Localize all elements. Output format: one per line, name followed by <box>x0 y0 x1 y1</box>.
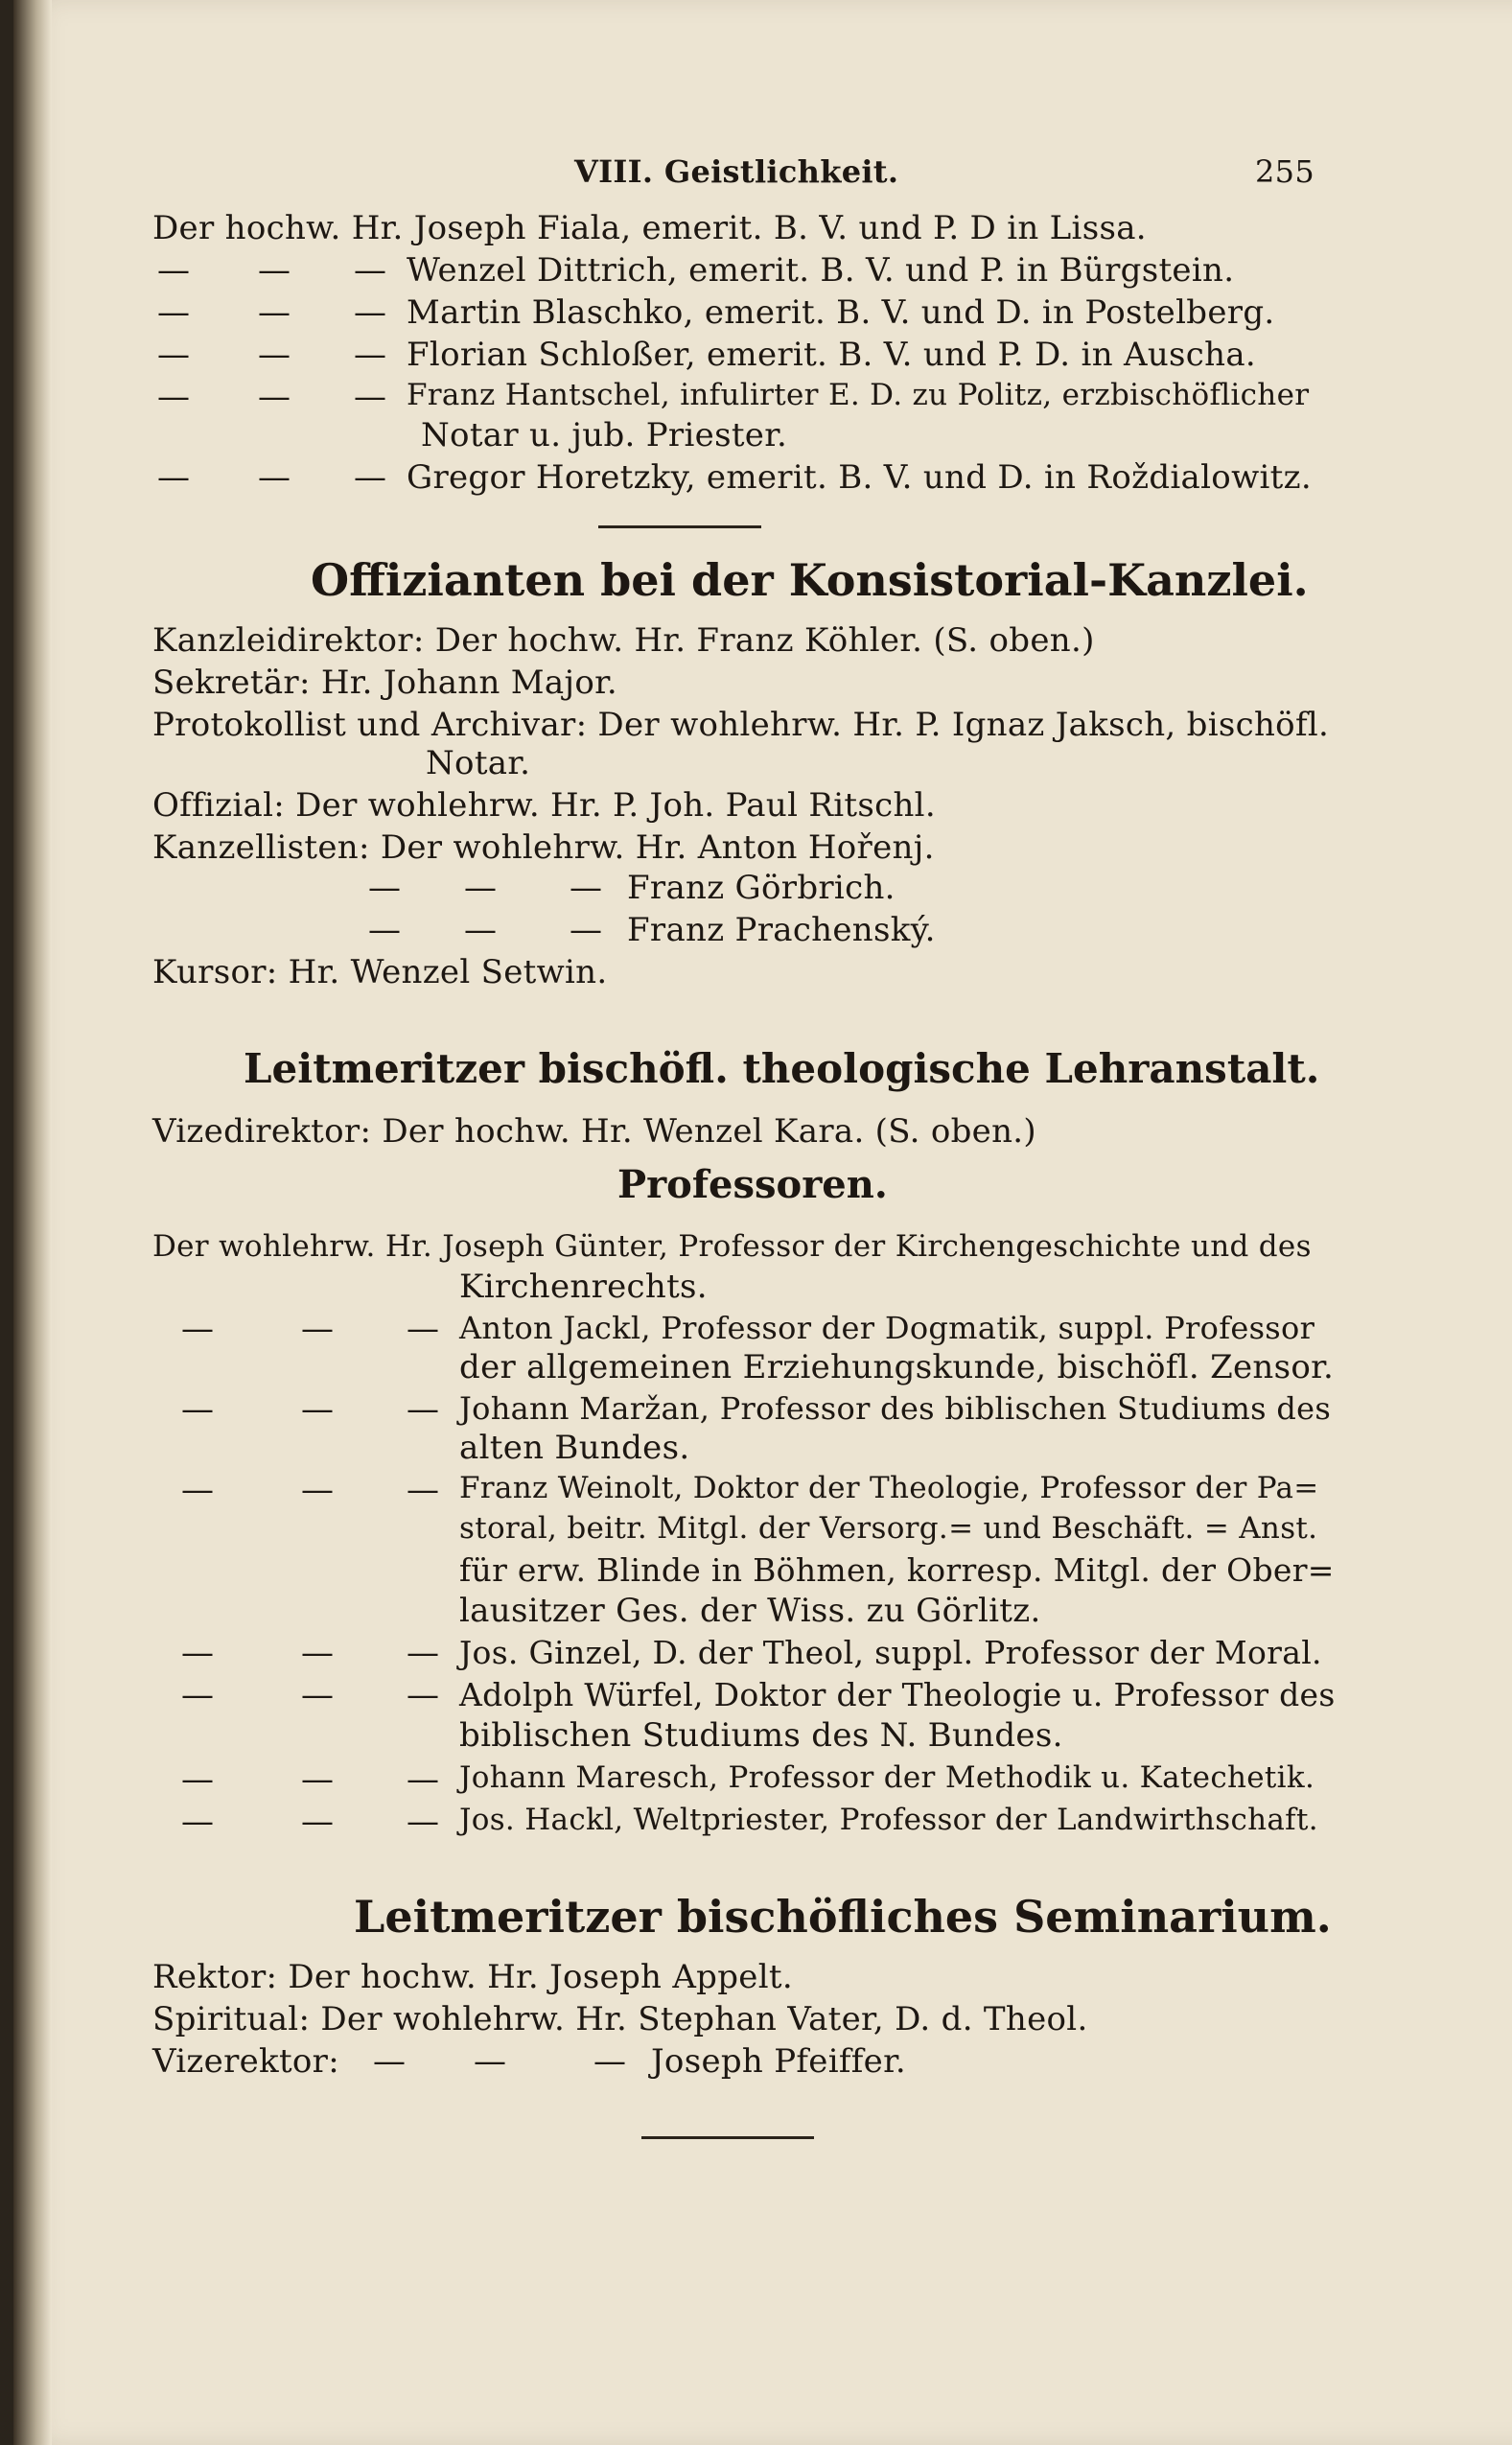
dash: — <box>157 458 190 497</box>
clergy-line: Gregor Horetzky, emerit. B. V. und D. in Roždialowitz. <box>407 458 1312 497</box>
divider <box>641 2136 814 2139</box>
dash: — <box>301 1676 334 1714</box>
professor-line: Johann Maresch, Professor der Methodik u. Katechetik. <box>459 1760 1315 1795</box>
dash: — <box>181 1634 214 1672</box>
page-number: 255 <box>1255 153 1314 190</box>
dash: — <box>570 869 602 907</box>
book-page <box>13 0 1512 2445</box>
professor-line: alten Bundes. <box>459 1429 690 1467</box>
running-header: VIII. Geistlichkeit. <box>574 153 899 190</box>
entry-line: Vizerektor: <box>152 2042 339 2081</box>
dash: — <box>368 911 401 949</box>
clergy-line: Der hochw. Hr. Joseph Fiala, emerit. B. V. und P. D in Lissa. <box>152 209 1147 247</box>
professor-line: Kirchenrechts. <box>459 1268 708 1306</box>
entry-line: Kanzellisten: Der wohlehrw. Hr. Anton Hořenj. <box>152 828 935 867</box>
dash: — <box>407 1676 439 1714</box>
entry-line: Offizial: Der wohlehrw. Hr. P. Joh. Paul Ritschl. <box>152 786 936 825</box>
entry-line: Kanzleidirektor: Der hochw. Hr. Franz Köhler. (S. oben.) <box>152 621 1095 660</box>
section-heading: Offizianten bei der Konsistorial-Kanzlei. <box>311 554 1309 606</box>
professor-line: Johann Maržan, Professor des biblischen Studiums des <box>459 1390 1332 1427</box>
professor-line: für erw. Blinde in Böhmen, korresp. Mitgl. der Ober= <box>459 1551 1335 1589</box>
professor-line: storal, beitr. Mitgl. der Versorg.= und Beschäft. = Anst. <box>459 1511 1318 1546</box>
professor-line: Adolph Würfel, Doktor der Theologie u. Professor des <box>459 1676 1336 1713</box>
professor-line: Der wohlehrw. Hr. Joseph Günter, Professor der Kirchengeschichte und des <box>152 1229 1312 1264</box>
entry-line: Franz Görbrich. <box>627 869 896 907</box>
page-gutter <box>13 0 52 2445</box>
dash: — <box>354 293 386 332</box>
dash: — <box>157 378 190 416</box>
dash: — <box>301 1310 334 1348</box>
dash: — <box>464 869 497 907</box>
dash: — <box>407 1390 439 1429</box>
section-heading: Leitmeritzer bischöfl. theologische Lehranstalt. <box>244 1045 1320 1092</box>
dash: — <box>407 1310 439 1348</box>
clergy-line: Florian Schloßer, emerit. B. V. und P. D. in Auscha. <box>407 336 1257 374</box>
dash: — <box>181 1471 214 1509</box>
entry-line: Notar. <box>426 744 531 782</box>
dash: — <box>181 1676 214 1714</box>
dash: — <box>258 251 291 290</box>
clergy-line: Wenzel Dittrich, emerit. B. V. und P. in Bürgstein. <box>407 251 1235 290</box>
dash: — <box>570 911 602 949</box>
dash: — <box>354 251 386 290</box>
entry-line: Vizedirektor: Der hochw. Hr. Wenzel Kara. (S. oben.) <box>152 1112 1036 1151</box>
dash: — <box>593 2042 626 2081</box>
dash: — <box>354 378 386 416</box>
entry-line: Joseph Pfeiffer. <box>651 2042 907 2081</box>
dash: — <box>301 1390 334 1429</box>
dash: — <box>301 1803 334 1841</box>
professor-line: Jos. Hackl, Weltpriester, Professor der Landwirthschaft. <box>459 1803 1318 1837</box>
dash: — <box>301 1760 334 1799</box>
dash: — <box>407 1634 439 1672</box>
dash: — <box>157 251 190 290</box>
dash: — <box>181 1310 214 1348</box>
dash: — <box>368 869 401 907</box>
professor-line: Jos. Ginzel, D. der Theol, suppl. Professor der Moral. <box>459 1634 1322 1671</box>
clergy-line: Notar u. jub. Priester. <box>421 416 788 454</box>
dash: — <box>258 336 291 374</box>
dash: — <box>407 1803 439 1841</box>
dash: — <box>258 378 291 416</box>
dash: — <box>181 1390 214 1429</box>
clergy-line: Franz Hantschel, infulirter E. D. zu Politz, erzbischöflicher <box>407 378 1310 412</box>
dash: — <box>354 458 386 497</box>
entry-line: Protokollist und Archivar: Der wohlehrw. Hr. P. Ignaz Jaksch, bischöfl. <box>152 706 1330 744</box>
dash: — <box>407 1760 439 1799</box>
professor-line: der allgemeinen Erziehungskunde, bischöfl. Zensor. <box>459 1348 1335 1386</box>
dash: — <box>464 911 497 949</box>
dash: — <box>258 293 291 332</box>
dash: — <box>373 2042 406 2081</box>
entry-line: Rektor: Der hochw. Hr. Joseph Appelt. <box>152 1958 793 1996</box>
entry-line: Franz Prachenský. <box>627 911 936 949</box>
professor-line: biblischen Studiums des N. Bundes. <box>459 1716 1063 1755</box>
dash: — <box>258 458 291 497</box>
dash: — <box>474 2042 506 2081</box>
entry-line: Sekretär: Hr. Johann Major. <box>152 664 618 702</box>
dash: — <box>354 336 386 374</box>
entry-line: Spiritual: Der wohlehrw. Hr. Stephan Vater, D. d. Theol. <box>152 2000 1088 2038</box>
entry-line: Kursor: Hr. Wenzel Setwin. <box>152 953 608 991</box>
clergy-line: Martin Blaschko, emerit. B. V. und D. in Postelberg. <box>407 293 1275 332</box>
dash: — <box>181 1803 214 1841</box>
dash: — <box>157 336 190 374</box>
subheading: Professoren. <box>617 1162 888 1207</box>
professor-line: lausitzer Ges. der Wiss. zu Görlitz. <box>459 1592 1041 1630</box>
professor-line: Anton Jackl, Professor der Dogmatik, suppl. Professor <box>459 1310 1315 1346</box>
section-heading: Leitmeritzer bischöfliches Seminarium. <box>354 1891 1332 1943</box>
dash: — <box>157 293 190 332</box>
divider <box>598 525 761 528</box>
dash: — <box>181 1760 214 1799</box>
dash: — <box>301 1471 334 1509</box>
dash: — <box>407 1471 439 1509</box>
dash: — <box>301 1634 334 1672</box>
professor-line: Franz Weinolt, Doktor der Theologie, Professor der Pa= <box>459 1471 1319 1505</box>
